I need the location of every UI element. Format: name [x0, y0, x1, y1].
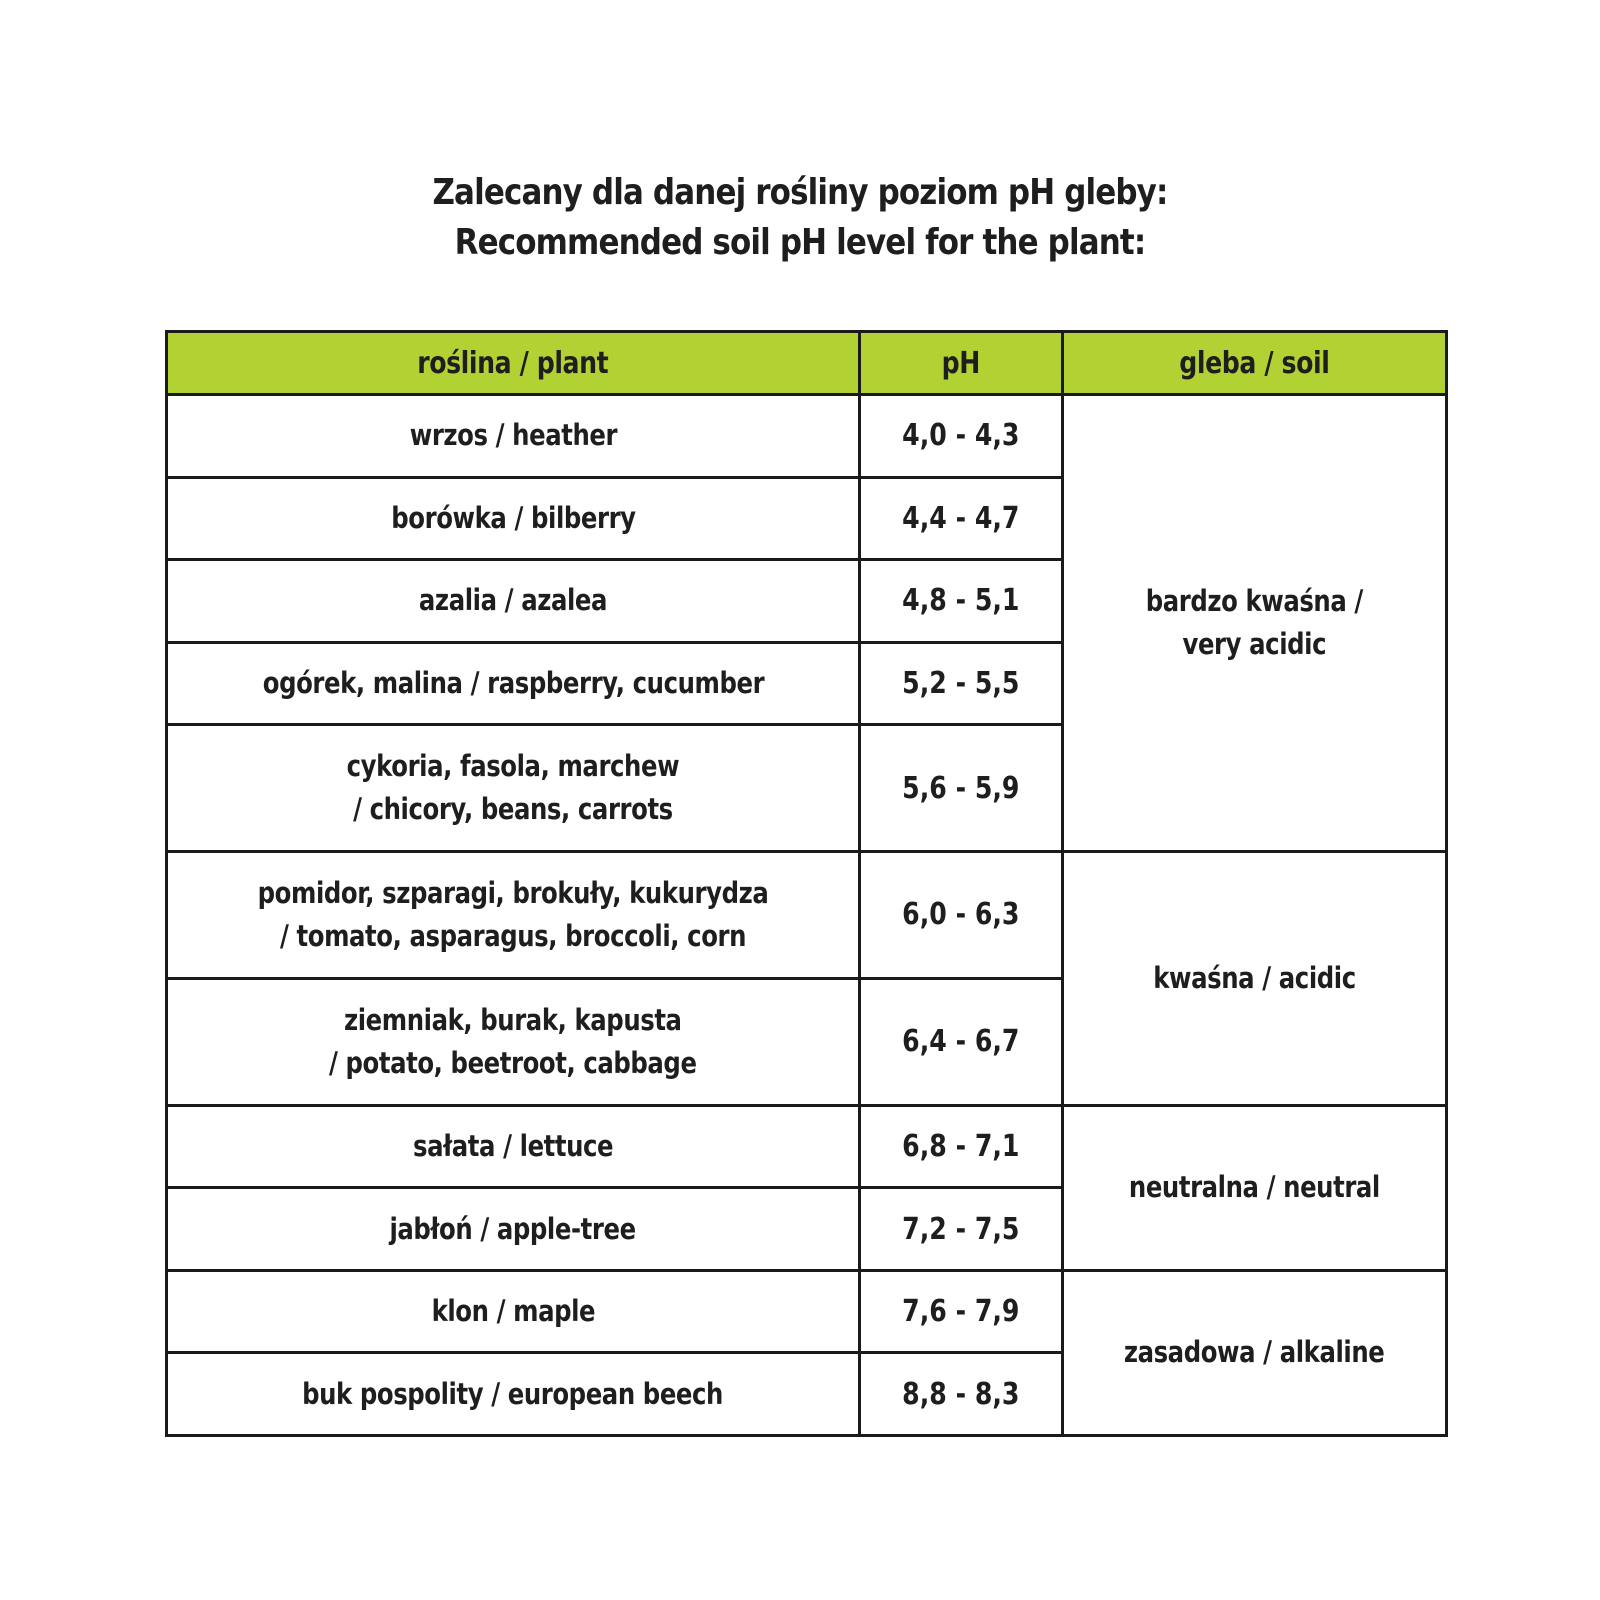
title-english: Recommended soil pH level for the plant: — [454, 222, 1146, 263]
soil-cell-neutral: neutralna / neutral — [1063, 1105, 1447, 1270]
header-ph: pH — [860, 332, 1063, 395]
soil-cell-alkaline: zasadowa / alkaline — [1063, 1270, 1447, 1435]
table-header-row — [167, 332, 1447, 395]
plant-cell: buk pospolity / european beech — [167, 1353, 860, 1436]
plant-cell: borówka / bilberry — [167, 477, 860, 560]
plant-cell: wrzos / heather — [167, 395, 860, 478]
table-row — [167, 1270, 1447, 1353]
ph-cell: 4,8 - 5,1 — [860, 560, 1063, 643]
plant-cell: cykoria, fasola, marchew / chicory, beans, carrots — [167, 725, 860, 852]
ph-cell: 5,2 - 5,5 — [860, 642, 1063, 725]
ph-cell: 7,2 - 7,5 — [860, 1188, 1063, 1271]
ph-cell: 6,0 - 6,3 — [860, 852, 1063, 979]
plant-cell: sałata / lettuce — [167, 1105, 860, 1188]
soil-cell-very-acidic: bardzo kwaśna / very acidic — [1063, 395, 1447, 852]
header-plant: roślina / plant — [167, 332, 860, 395]
ph-cell: 5,6 - 5,9 — [860, 725, 1063, 852]
plant-cell: jabłoń / apple-tree — [167, 1188, 860, 1271]
plant-cell: ziemniak, burak, kapusta / potato, beetroot, cabbage — [167, 978, 860, 1105]
plant-cell: klon / maple — [167, 1270, 860, 1353]
plant-cell: pomidor, szparagi, brokuły, kukurydza / tomato, asparagus, broccoli, corn — [167, 852, 860, 979]
soil-ph-table — [165, 330, 1448, 1437]
soil-cell-acidic: kwaśna / acidic — [1063, 852, 1447, 1106]
ph-cell: 7,6 - 7,9 — [860, 1270, 1063, 1353]
table-row — [167, 1105, 1447, 1188]
table-row — [167, 395, 1447, 478]
table-row — [167, 852, 1447, 979]
page-title — [112, 168, 1488, 268]
header-soil: gleba / soil — [1063, 332, 1447, 395]
ph-cell: 4,4 - 4,7 — [860, 477, 1063, 560]
ph-cell: 6,8 - 7,1 — [860, 1105, 1063, 1188]
ph-cell: 4,0 - 4,3 — [860, 395, 1063, 478]
title-polish: Zalecany dla danej rośliny poziom pH gleby: — [432, 172, 1168, 213]
ph-cell: 8,8 - 8,3 — [860, 1353, 1063, 1436]
ph-cell: 6,4 - 6,7 — [860, 978, 1063, 1105]
plant-cell: ogórek, malina / raspberry, cucumber — [167, 642, 860, 725]
plant-cell: azalia / azalea — [167, 560, 860, 643]
